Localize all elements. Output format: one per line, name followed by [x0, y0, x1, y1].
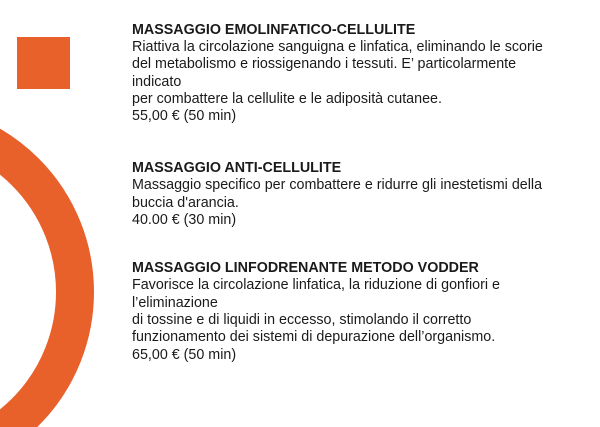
treatment-price: 55,00 € (50 min)	[132, 108, 237, 125]
description-line: Riattiva la circolazione sanguigna e linfatica, eliminando le scorie	[132, 39, 543, 55]
description-line: Favorisce la circolazione linfatica, la riduzione di gonfiori e	[132, 277, 500, 294]
treatment-description	[132, 177, 582, 212]
description-line: indicato	[132, 73, 182, 90]
treatment-anti-cellulite	[132, 160, 582, 229]
description-line: del metabolismo e riossigenando i tessuti. E’ particolarmente	[132, 56, 517, 73]
treatment-price: 40.00 € (30 min)	[132, 212, 237, 229]
treatment-description	[132, 39, 582, 108]
description-line: Massaggio specifico per combattere e ridurre gli inestetismi della	[132, 177, 543, 194]
treatment-title: MASSAGGIO EMOLINFATICO-CELLULITE	[132, 22, 416, 38]
description-line: buccia d'arancia.	[132, 194, 239, 211]
description-line: di tossine e di liquidi in eccesso, stimolando il corretto	[132, 311, 472, 328]
treatment-price: 65,00 € (50 min)	[132, 346, 237, 363]
treatment-title: MASSAGGIO LINFODRENANTE METODO VODDER	[132, 260, 479, 277]
treatment-linfodrenante	[132, 260, 582, 363]
description-line: per combattere la cellulite e le adiposità cutanee.	[132, 90, 442, 107]
description-line: funzionamento dei sistemi di depurazione dell’organismo.	[132, 329, 496, 346]
treatment-list	[132, 22, 582, 364]
description-line: l’eliminazione	[132, 294, 218, 311]
treatment-title: MASSAGGIO ANTI-CELLULITE	[132, 160, 342, 177]
treatment-emolinfatico	[132, 22, 582, 125]
treatment-description	[132, 277, 582, 346]
